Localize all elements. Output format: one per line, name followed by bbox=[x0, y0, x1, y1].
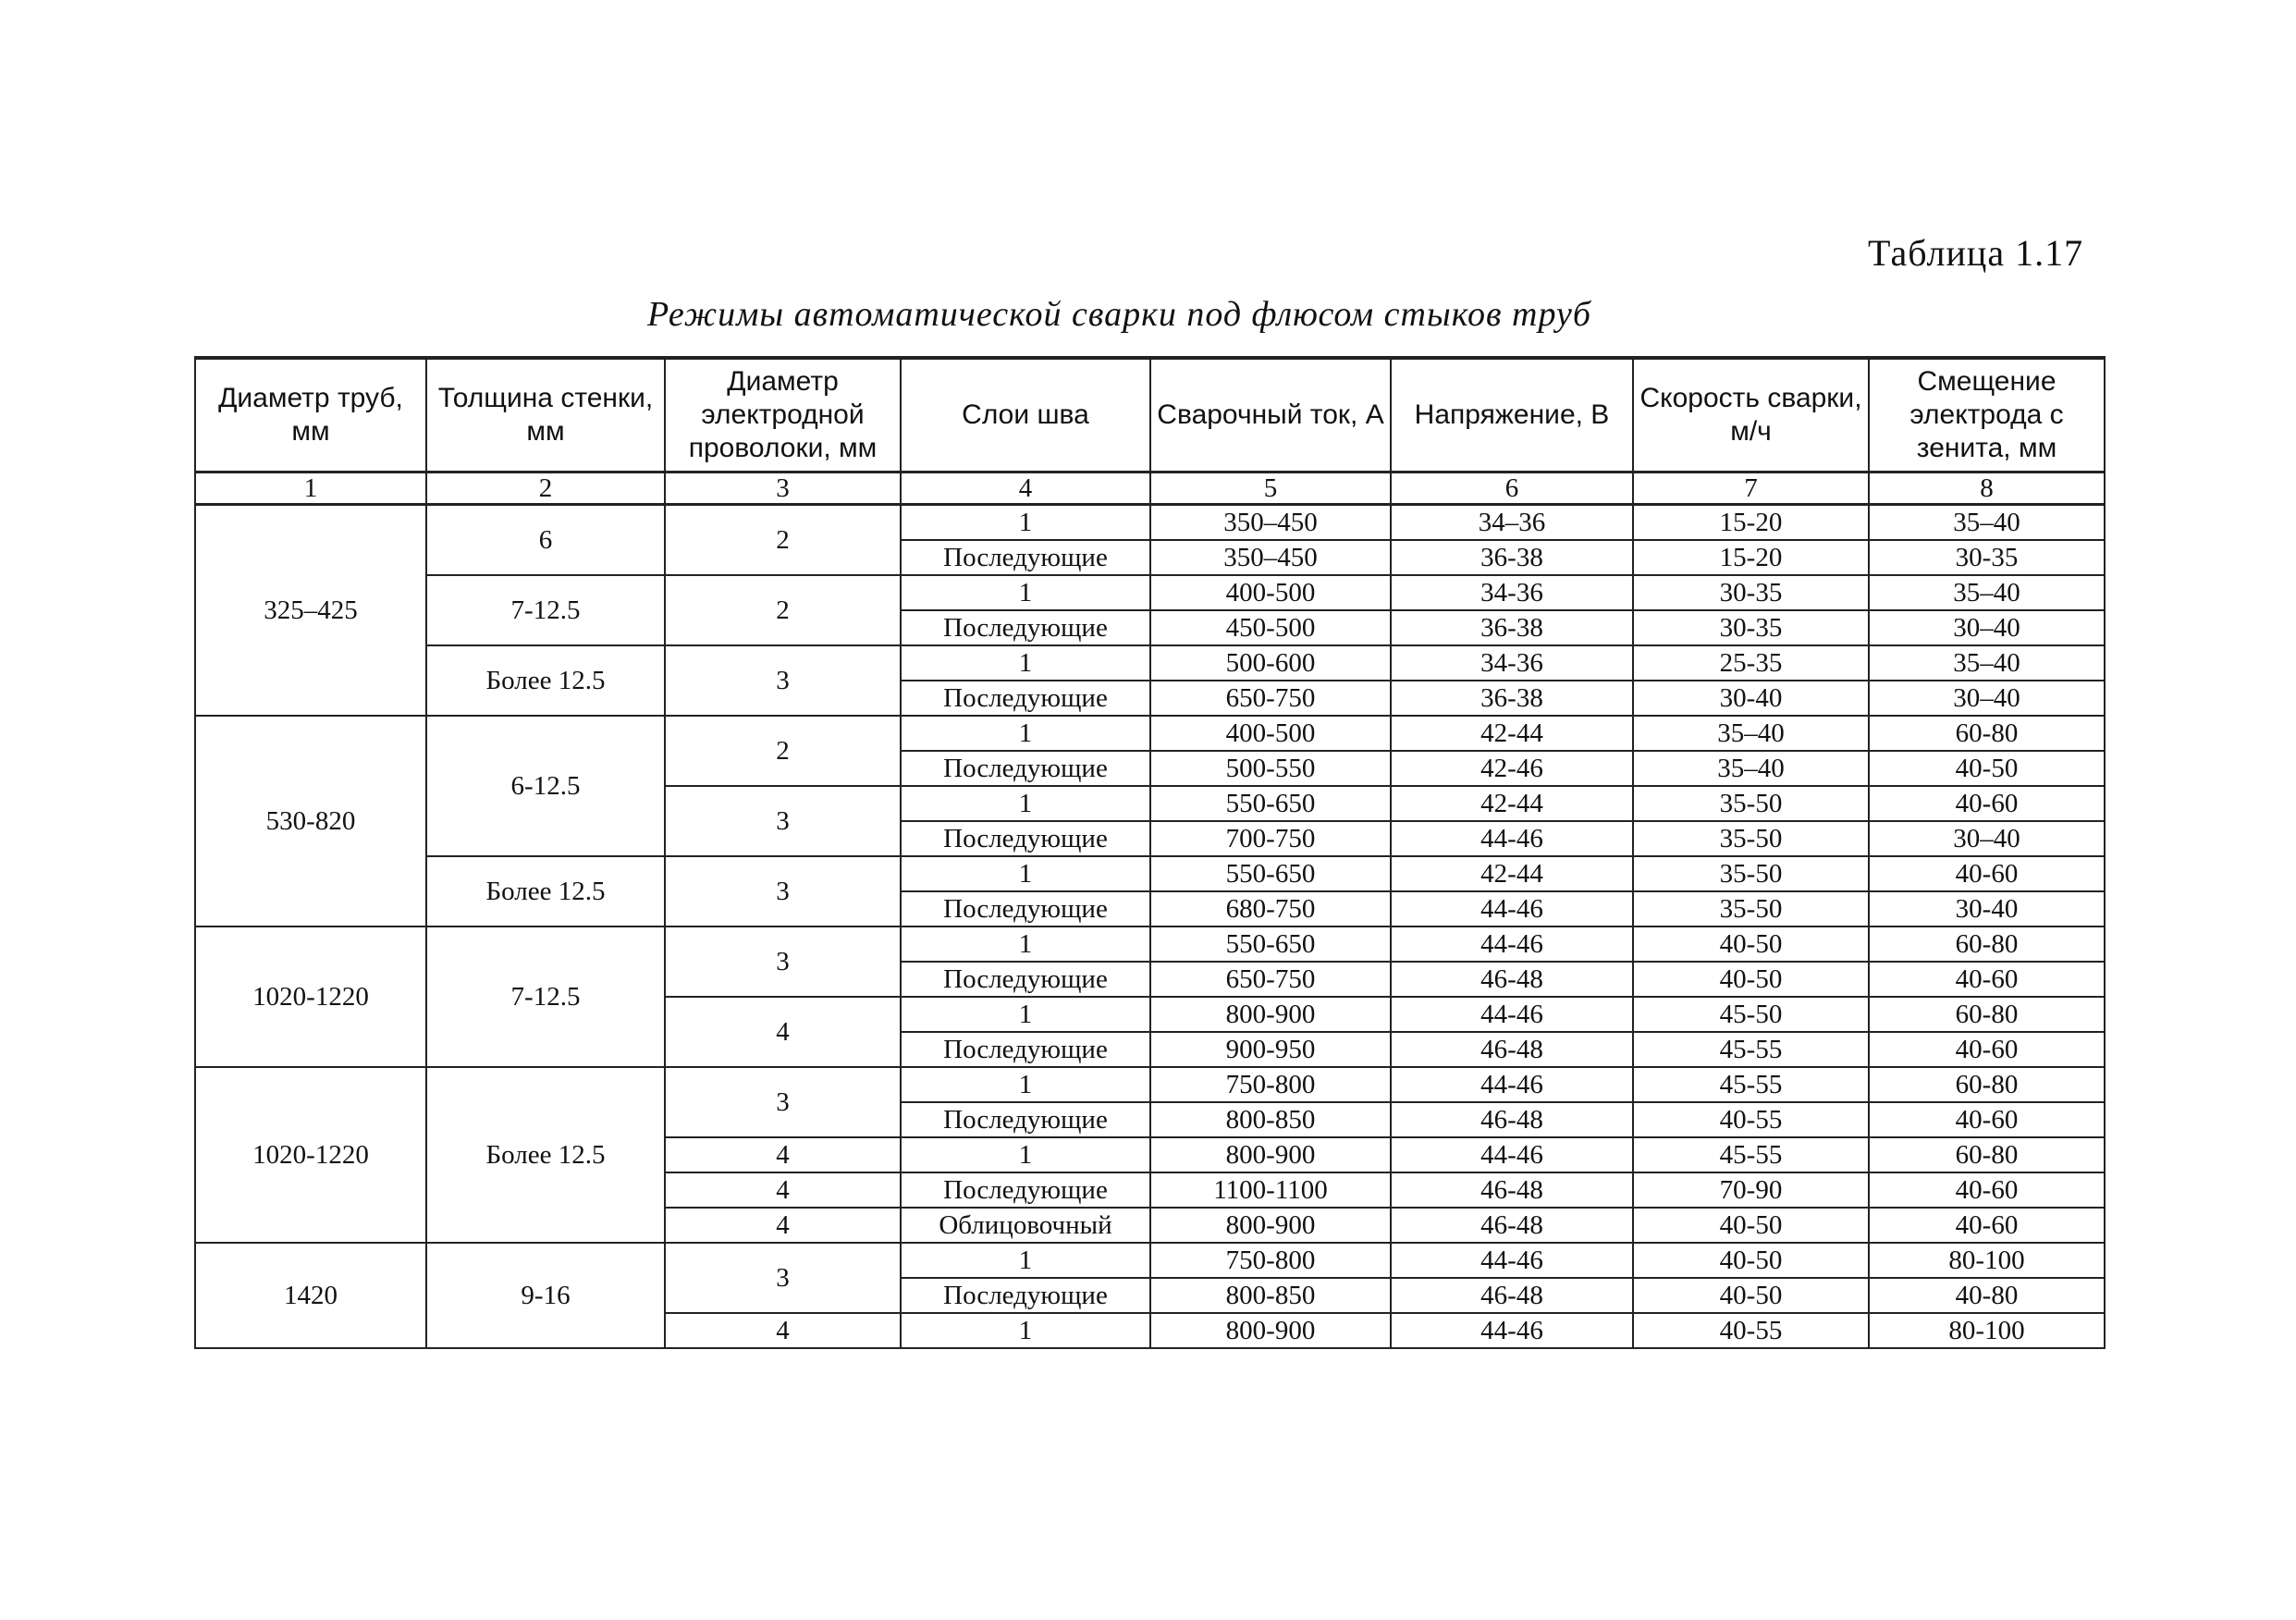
pipe-diameter-cell: 1020-1220 bbox=[195, 1067, 426, 1243]
welding-speed-cell: 45-50 bbox=[1633, 997, 1869, 1032]
welding-speed-cell: 35-50 bbox=[1633, 821, 1869, 856]
header-voltage: Напряжение, В bbox=[1391, 358, 1633, 472]
wire-diameter-cell: 2 bbox=[665, 716, 901, 786]
welding-current-cell: 750-800 bbox=[1150, 1067, 1391, 1102]
weld-layer-cell: 1 bbox=[901, 786, 1150, 821]
electrode-offset-cell: 35–40 bbox=[1869, 645, 2105, 681]
wall-thickness-cell: 9-16 bbox=[426, 1243, 665, 1348]
wire-diameter-cell: 3 bbox=[665, 1243, 901, 1313]
welding-current-cell: 800-900 bbox=[1150, 997, 1391, 1032]
wall-thickness-cell: 7-12.5 bbox=[426, 927, 665, 1067]
weld-layer-cell: 1 bbox=[901, 1137, 1150, 1172]
weld-layer-cell: Последующие bbox=[901, 891, 1150, 927]
voltage-cell: 42-44 bbox=[1391, 786, 1633, 821]
table-row bbox=[195, 927, 2105, 962]
wall-thickness-cell: 6-12.5 bbox=[426, 716, 665, 856]
welding-speed-cell: 40-50 bbox=[1633, 1243, 1869, 1278]
welding-speed-cell: 40-50 bbox=[1633, 1208, 1869, 1243]
welding-current-cell: 700-750 bbox=[1150, 821, 1391, 856]
welding-current-cell: 800-900 bbox=[1150, 1208, 1391, 1243]
welding-speed-cell: 35–40 bbox=[1633, 716, 1869, 751]
voltage-cell: 46-48 bbox=[1391, 1102, 1633, 1137]
welding-speed-cell: 15-20 bbox=[1633, 505, 1869, 541]
table-row bbox=[195, 856, 2105, 891]
table-number: Таблица 1.17 bbox=[1868, 232, 2084, 274]
welding-current-cell: 350–450 bbox=[1150, 505, 1391, 541]
weld-layer-cell: Последующие bbox=[901, 1102, 1150, 1137]
header-row bbox=[195, 358, 2105, 472]
weld-layer-cell: Последующие bbox=[901, 540, 1150, 575]
wire-diameter-cell: 2 bbox=[665, 505, 901, 576]
electrode-offset-cell: 60-80 bbox=[1869, 1067, 2105, 1102]
wire-diameter-cell: 3 bbox=[665, 927, 901, 997]
electrode-offset-cell: 40-80 bbox=[1869, 1278, 2105, 1313]
weld-layer-cell: Последующие bbox=[901, 962, 1150, 997]
voltage-cell: 36-38 bbox=[1391, 610, 1633, 645]
weld-layer-cell: 1 bbox=[901, 645, 1150, 681]
header-wire-diameter: Диаметр электродной проволоки, мм bbox=[665, 358, 901, 472]
column-number: 5 bbox=[1150, 472, 1391, 505]
weld-layer-cell: 1 bbox=[901, 1067, 1150, 1102]
welding-speed-cell: 35-50 bbox=[1633, 856, 1869, 891]
welding-current-cell: 680-750 bbox=[1150, 891, 1391, 927]
weld-layer-cell: 1 bbox=[901, 575, 1150, 610]
electrode-offset-cell: 60-80 bbox=[1869, 1137, 2105, 1172]
welding-current-cell: 650-750 bbox=[1150, 681, 1391, 716]
voltage-cell: 42-44 bbox=[1391, 716, 1633, 751]
voltage-cell: 44-46 bbox=[1391, 1243, 1633, 1278]
weld-layer-cell: 1 bbox=[901, 927, 1150, 962]
table-row bbox=[195, 1067, 2105, 1102]
welding-current-cell: 750-800 bbox=[1150, 1243, 1391, 1278]
wall-thickness-cell: 6 bbox=[426, 505, 665, 576]
welding-current-cell: 350–450 bbox=[1150, 540, 1391, 575]
electrode-offset-cell: 40-60 bbox=[1869, 962, 2105, 997]
pipe-diameter-cell: 325–425 bbox=[195, 505, 426, 717]
voltage-cell: 42-46 bbox=[1391, 751, 1633, 786]
wall-thickness-cell: Более 12.5 bbox=[426, 645, 665, 716]
welding-speed-cell: 40-50 bbox=[1633, 927, 1869, 962]
electrode-offset-cell: 40-60 bbox=[1869, 1208, 2105, 1243]
welding-current-cell: 500-600 bbox=[1150, 645, 1391, 681]
weld-layer-cell: Облицовочный bbox=[901, 1208, 1150, 1243]
header-welding-current: Сварочный ток, А bbox=[1150, 358, 1391, 472]
welding-speed-cell: 45-55 bbox=[1633, 1032, 1869, 1067]
wire-diameter-cell: 4 bbox=[665, 1313, 901, 1348]
electrode-offset-cell: 80-100 bbox=[1869, 1243, 2105, 1278]
weld-layer-cell: 1 bbox=[901, 716, 1150, 751]
welding-current-cell: 1100-1100 bbox=[1150, 1172, 1391, 1208]
welding-current-cell: 650-750 bbox=[1150, 962, 1391, 997]
electrode-offset-cell: 40-60 bbox=[1869, 856, 2105, 891]
weld-layer-cell: Последующие bbox=[901, 610, 1150, 645]
welding-current-cell: 400-500 bbox=[1150, 575, 1391, 610]
column-number: 1 bbox=[195, 472, 426, 505]
voltage-cell: 44-46 bbox=[1391, 927, 1633, 962]
header-pipe-diameter: Диаметр труб, мм bbox=[195, 358, 426, 472]
pipe-diameter-cell: 1420 bbox=[195, 1243, 426, 1348]
electrode-offset-cell: 60-80 bbox=[1869, 716, 2105, 751]
welding-current-cell: 800-900 bbox=[1150, 1313, 1391, 1348]
pipe-diameter-cell: 530-820 bbox=[195, 716, 426, 927]
electrode-offset-cell: 40-60 bbox=[1869, 786, 2105, 821]
welding-speed-cell: 70-90 bbox=[1633, 1172, 1869, 1208]
weld-layer-cell: 1 bbox=[901, 1313, 1150, 1348]
voltage-cell: 34–36 bbox=[1391, 505, 1633, 541]
welding-speed-cell: 35–40 bbox=[1633, 751, 1869, 786]
weld-layer-cell: Последующие bbox=[901, 681, 1150, 716]
welding-speed-cell: 45-55 bbox=[1633, 1067, 1869, 1102]
welding-modes-table bbox=[194, 356, 2106, 1349]
wire-diameter-cell: 2 bbox=[665, 575, 901, 645]
welding-speed-cell: 40-55 bbox=[1633, 1313, 1869, 1348]
welding-current-cell: 900-950 bbox=[1150, 1032, 1391, 1067]
wall-thickness-cell: Более 12.5 bbox=[426, 856, 665, 927]
electrode-offset-cell: 40-50 bbox=[1869, 751, 2105, 786]
column-number: 6 bbox=[1391, 472, 1633, 505]
weld-layer-cell: Последующие bbox=[901, 1032, 1150, 1067]
welding-speed-cell: 40-55 bbox=[1633, 1102, 1869, 1137]
voltage-cell: 44-46 bbox=[1391, 1137, 1633, 1172]
welding-speed-cell: 35-50 bbox=[1633, 786, 1869, 821]
electrode-offset-cell: 80-100 bbox=[1869, 1313, 2105, 1348]
voltage-cell: 46-48 bbox=[1391, 1278, 1633, 1313]
wire-diameter-cell: 3 bbox=[665, 856, 901, 927]
welding-current-cell: 500-550 bbox=[1150, 751, 1391, 786]
electrode-offset-cell: 30-40 bbox=[1869, 891, 2105, 927]
welding-speed-cell: 25-35 bbox=[1633, 645, 1869, 681]
voltage-cell: 46-48 bbox=[1391, 962, 1633, 997]
header-weld-layers: Слои шва bbox=[901, 358, 1150, 472]
welding-speed-cell: 30-35 bbox=[1633, 575, 1869, 610]
weld-layer-cell: 1 bbox=[901, 997, 1150, 1032]
electrode-offset-cell: 30–40 bbox=[1869, 610, 2105, 645]
table-row bbox=[195, 575, 2105, 610]
welding-current-cell: 450-500 bbox=[1150, 610, 1391, 645]
electrode-offset-cell: 40-60 bbox=[1869, 1032, 2105, 1067]
column-number: 4 bbox=[901, 472, 1150, 505]
welding-speed-cell: 40-50 bbox=[1633, 1278, 1869, 1313]
header-wall-thickness: Толщина стенки, мм bbox=[426, 358, 665, 472]
voltage-cell: 46-48 bbox=[1391, 1172, 1633, 1208]
voltage-cell: 34-36 bbox=[1391, 645, 1633, 681]
welding-current-cell: 550-650 bbox=[1150, 856, 1391, 891]
voltage-cell: 44-46 bbox=[1391, 891, 1633, 927]
voltage-cell: 34-36 bbox=[1391, 575, 1633, 610]
wall-thickness-cell: Более 12.5 bbox=[426, 1067, 665, 1243]
voltage-cell: 46-48 bbox=[1391, 1032, 1633, 1067]
electrode-offset-cell: 35–40 bbox=[1869, 575, 2105, 610]
column-number: 8 bbox=[1869, 472, 2105, 505]
wire-diameter-cell: 4 bbox=[665, 997, 901, 1067]
weld-layer-cell: Последующие bbox=[901, 821, 1150, 856]
column-number: 3 bbox=[665, 472, 901, 505]
electrode-offset-cell: 40-60 bbox=[1869, 1172, 2105, 1208]
weld-layer-cell: Последующие bbox=[901, 1278, 1150, 1313]
electrode-offset-cell: 60-80 bbox=[1869, 997, 2105, 1032]
voltage-cell: 36-38 bbox=[1391, 540, 1633, 575]
header-welding-speed: Скорость сварки, м/ч bbox=[1633, 358, 1869, 472]
voltage-cell: 44-46 bbox=[1391, 1313, 1633, 1348]
electrode-offset-cell: 60-80 bbox=[1869, 927, 2105, 962]
wall-thickness-cell: 7-12.5 bbox=[426, 575, 665, 645]
weld-layer-cell: 1 bbox=[901, 1243, 1150, 1278]
welding-current-cell: 550-650 bbox=[1150, 927, 1391, 962]
welding-current-cell: 550-650 bbox=[1150, 786, 1391, 821]
welding-speed-cell: 40-50 bbox=[1633, 962, 1869, 997]
electrode-offset-cell: 30–40 bbox=[1869, 821, 2105, 856]
pipe-diameter-cell: 1020-1220 bbox=[195, 927, 426, 1067]
table-row bbox=[195, 1243, 2105, 1278]
welding-speed-cell: 15-20 bbox=[1633, 540, 1869, 575]
weld-layer-cell: Последующие bbox=[901, 751, 1150, 786]
voltage-cell: 36-38 bbox=[1391, 681, 1633, 716]
voltage-cell: 42-44 bbox=[1391, 856, 1633, 891]
wire-diameter-cell: 4 bbox=[665, 1137, 901, 1172]
welding-speed-cell: 30-35 bbox=[1633, 610, 1869, 645]
electrode-offset-cell: 40-60 bbox=[1869, 1102, 2105, 1137]
welding-current-cell: 800-900 bbox=[1150, 1137, 1391, 1172]
welding-current-cell: 800-850 bbox=[1150, 1102, 1391, 1137]
wire-diameter-cell: 3 bbox=[665, 786, 901, 856]
weld-layer-cell: 1 bbox=[901, 856, 1150, 891]
wire-diameter-cell: 3 bbox=[665, 1067, 901, 1137]
welding-current-cell: 800-850 bbox=[1150, 1278, 1391, 1313]
column-number: 2 bbox=[426, 472, 665, 505]
table-row bbox=[195, 645, 2105, 681]
wire-diameter-cell: 4 bbox=[665, 1172, 901, 1208]
column-number-row bbox=[195, 472, 2105, 505]
welding-speed-cell: 45-55 bbox=[1633, 1137, 1869, 1172]
electrode-offset-cell: 35–40 bbox=[1869, 505, 2105, 541]
voltage-cell: 44-46 bbox=[1391, 997, 1633, 1032]
welding-current-cell: 400-500 bbox=[1150, 716, 1391, 751]
weld-layer-cell: 1 bbox=[901, 505, 1150, 541]
wire-diameter-cell: 4 bbox=[665, 1208, 901, 1243]
voltage-cell: 44-46 bbox=[1391, 821, 1633, 856]
table-row bbox=[195, 716, 2105, 751]
table-row bbox=[195, 505, 2105, 541]
table-title: Режимы автоматической сварки под флюсом стыков труб bbox=[647, 295, 1591, 334]
electrode-offset-cell: 30-35 bbox=[1869, 540, 2105, 575]
welding-speed-cell: 35-50 bbox=[1633, 891, 1869, 927]
weld-layer-cell: Последующие bbox=[901, 1172, 1150, 1208]
column-number: 7 bbox=[1633, 472, 1869, 505]
voltage-cell: 44-46 bbox=[1391, 1067, 1633, 1102]
welding-speed-cell: 30-40 bbox=[1633, 681, 1869, 716]
electrode-offset-cell: 30–40 bbox=[1869, 681, 2105, 716]
wire-diameter-cell: 3 bbox=[665, 645, 901, 716]
voltage-cell: 46-48 bbox=[1391, 1208, 1633, 1243]
header-electrode-offset: Смещение электрода с зенита, мм bbox=[1869, 358, 2105, 472]
